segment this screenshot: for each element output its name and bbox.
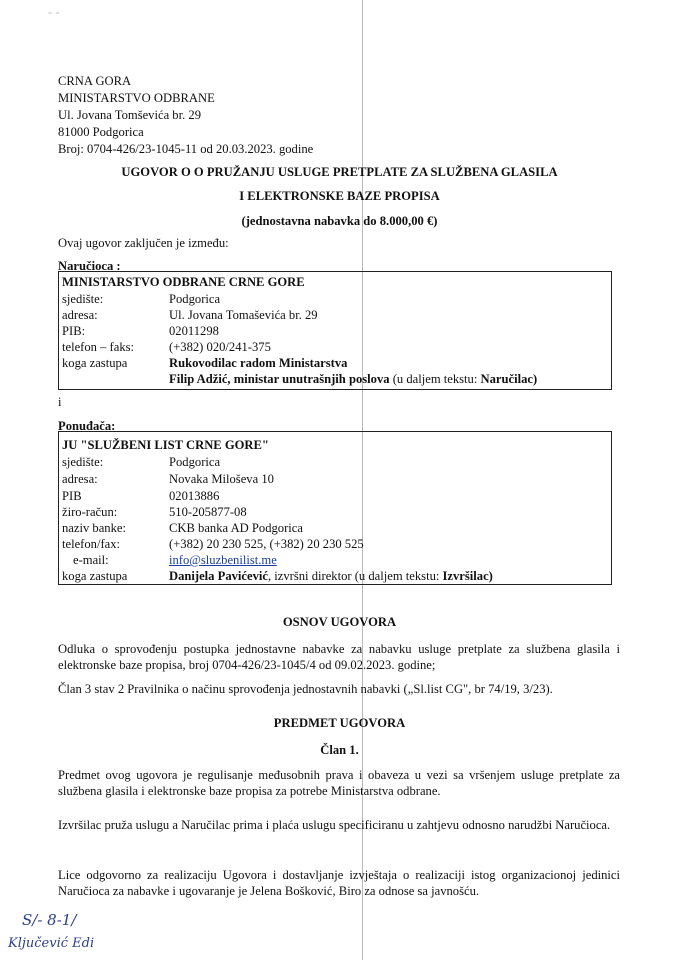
top-mark: - - [48,5,60,19]
basis-paragraph-1: Odluka o sprovođenju postupka jednostavne nabavke za nabavku usluge pretplate za službena glasila i elektronske baze propisa, broj 0704-426/23-1045/4 od 09.02.2023. godine; [58,642,620,672]
subject-paragraph-1: Predmet ovog ugovora je regulisanje međusobnih prava i obaveza u vezi sa vršenjem usluge pretplate za službena glasila i elektronske baze propisa za potrebe Ministarstva odbrane. [58,768,620,798]
bidder-row: adresa: Novaka Miloševa 10 [62,472,274,486]
contracting-authority-heading: Naručioca : [58,259,121,273]
bidder-email-link[interactable]: info@sluzbenilist.me [169,553,277,567]
bidder-name: JU "SLUŽBENI LIST CRNE GORE" [62,438,269,452]
bidder-representative-row: koga zastupa Danijela Pavićević, izvršni direktor (u daljem tekstu: Izvršilac) [62,569,493,583]
contract-title-line-3: (jednostavna nabavka do 8.000,00 €) [241,214,438,228]
authority-row: PIB: 02011298 [62,324,219,338]
header-ministry: MINISTARSTVO ODBRANE [58,91,215,105]
authority-role: Naručilac) [480,372,538,386]
handwritten-signature: Ključević Edi [8,936,95,951]
authority-row: adresa: Ul. Jovana Tomaševića br. 29 [62,308,318,322]
authority-row: telefon – faks: (+382) 020/241-375 [62,340,271,354]
bidder-heading: Ponuđača: [58,419,116,433]
basis-paragraph-2: Član 3 stav 2 Pravilnika o načinu sprovođenja jednostavnih nabavki („Sl.list CG", br 74/19, 3/23). [58,682,553,696]
authority-representative-row: koga zastupa Rukovodilac radom Ministarstva [62,356,348,370]
header-reference-number: Broj: 0704-426/23-1045-11 od 20.03.2023. godine [58,142,314,156]
handwritten-reference: S/- 8-1/ [22,911,77,929]
bidder-row: PIB 02013886 [62,489,220,503]
contract-title-line-1: UGOVOR O O PRUŽANJU USLUGE PRETPLATE ZA SLUŽBENA GLASILA [121,165,558,179]
header-street: Ul. Jovana Tomševića br. 29 [58,108,201,122]
bidder-row: naziv banke: CKB banka AD Podgorica [62,521,303,535]
conjunction: i [58,395,62,409]
authority-representative-name-row: Filip Adžić, ministar unutrašnjih poslova (u daljem tekstu: Naručilac) [169,372,538,386]
contract-title-line-2: I ELEKTRONSKE BAZE PROPISA [239,189,440,203]
authority-representative-name: Filip Adžić, ministar unutrašnjih poslova [169,372,390,386]
authority-row: sjedište: Podgorica [62,292,221,306]
contracting-authority-box [58,271,612,390]
bidder-row: žiro-račun: 510-205877-08 [62,505,247,519]
section-heading-basis: OSNOV UGOVORA [282,615,397,629]
bidder-role: Izvršilac) [442,569,493,583]
subject-paragraph-2: Izvršilac pruža uslugu a Naručilac prima i plaća uslugu specificiranu u zahtjevu odnosno narudžbi Naručioca. [58,818,611,832]
contracting-authority-name: MINISTARSTVO ODBRANE CRNE GORE [62,275,305,289]
bidder-row: telefon/fax: (+382) 20 230 525, (+382) 20 230 525 [62,537,364,551]
bidder-email-row: e-mail: info@sluzbenilist.me [73,553,277,567]
header-city: 81000 Podgorica [58,125,144,139]
intro-text: Ovaj ugovor zaključen je između: [58,236,229,250]
bidder-representative-name: Danijela Pavićević [169,569,268,583]
subject-paragraph-3: Lice odgovorno za realizaciju Ugovora i dostavljanje izvještaja o realizaciji istog organizacionoj jedinici Naručioca za nabavke i ugovaranje je Jelena Bošković, Biro za odnose sa javnošću. [58,868,620,898]
bidder-box [58,431,612,585]
header-country: CRNA GORA [58,74,132,88]
article-1-heading: Član 1. [320,743,359,757]
bidder-row: sjedište: Podgorica [62,455,221,469]
section-heading-subject: PREDMET UGOVORA [273,716,406,730]
